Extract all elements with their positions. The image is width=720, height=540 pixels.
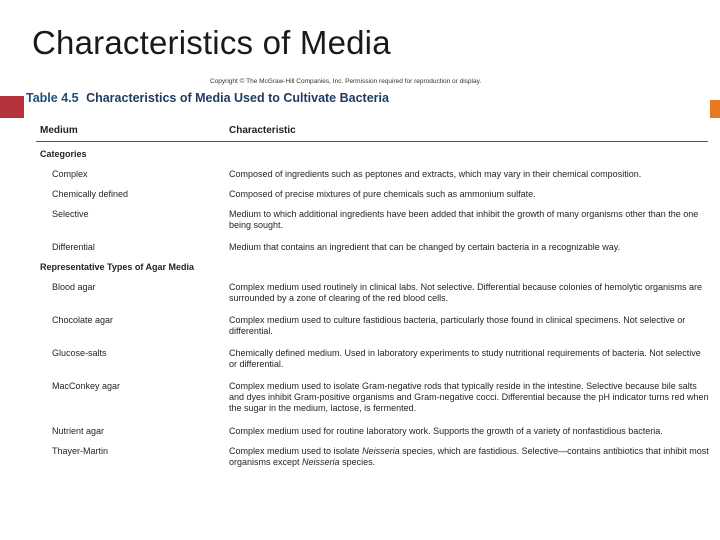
slide-title: Characteristics of Media bbox=[32, 24, 391, 61]
medium-cell: Complex bbox=[52, 169, 88, 179]
copyright-notice: Copyright © The McGraw-Hill Companies, Inc. Permission required for reproduction or display. bbox=[210, 78, 482, 85]
section-title-categories: Categories bbox=[40, 149, 87, 159]
characteristic-cell: Complex medium used to isolate Gram-negative rods that typically reside in the intestine. Selective because bile salts and dyes inhibit Gram-positive organisms and Gram-negative cocci. Differential because the pH indicator turns red when the sugar in the medium, lactose, is fermented. bbox=[229, 381, 709, 413]
characteristic-text: Complex medium used to isolate bbox=[229, 446, 363, 456]
table-label: Table 4.5 bbox=[26, 91, 79, 105]
table-row bbox=[36, 189, 708, 209]
characteristic-cell: Composed of ingredients such as peptones and extracts, which may vary in their chemical composition. bbox=[229, 169, 642, 179]
section-title-agar-media: Representative Types of Agar Media bbox=[40, 262, 195, 272]
characteristic-cell: Complex medium used routinely in clinical labs. Not selective. Differential because colonies of hemolytic organisms are surrounded by a zone of clearing of the red blood cells. bbox=[229, 282, 703, 303]
medium-cell: Blood agar bbox=[52, 282, 96, 292]
table-row bbox=[36, 348, 708, 381]
characteristic-cell: Medium to which additional ingredients have been added that inhibit the growth of many organisms other than the one being sought. bbox=[229, 209, 699, 230]
media-table bbox=[36, 121, 708, 472]
characteristic-cell: Complex medium used for routine laboratory work. Supports the growth of a variety of nonfastidious bacteria. bbox=[229, 426, 663, 436]
medium-cell: Nutrient agar bbox=[52, 426, 105, 436]
characteristic-cell: Complex medium used to culture fastidious bacteria, particularly those found in clinical specimens. Not selective or differential. bbox=[229, 315, 686, 336]
table-caption bbox=[26, 91, 389, 105]
table-header bbox=[36, 121, 708, 142]
characteristic-text: species. bbox=[339, 457, 376, 467]
characteristic-cell bbox=[229, 446, 709, 468]
medium-cell: Chemically defined bbox=[52, 189, 129, 199]
table-row bbox=[36, 315, 708, 348]
medium-cell: Selective bbox=[52, 209, 89, 219]
table-row bbox=[36, 446, 708, 472]
characteristic-cell: Medium that contains an ingredient that can be changed by certain bacteria in a recognizable way. bbox=[229, 242, 621, 252]
medium-cell: Chocolate agar bbox=[52, 315, 114, 325]
header-characteristic: Characteristic bbox=[229, 125, 296, 136]
table-row bbox=[36, 381, 708, 426]
section-heading bbox=[36, 149, 708, 169]
table-caption-text: Characteristics of Media Used to Cultivate Bacteria bbox=[86, 91, 389, 105]
medium-cell: Differential bbox=[52, 242, 95, 252]
medium-cell: Glucose-salts bbox=[52, 348, 107, 358]
characteristic-cell: Composed of precise mixtures of pure chemicals such as ammonium sulfate. bbox=[229, 189, 536, 199]
header-medium: Medium bbox=[40, 125, 78, 136]
table-row bbox=[36, 209, 708, 242]
table-row bbox=[36, 282, 708, 315]
table-row bbox=[36, 242, 708, 262]
medium-cell: MacConkey agar bbox=[52, 381, 121, 391]
table-row bbox=[36, 426, 708, 446]
genus-name-italic: Neisseria bbox=[362, 446, 400, 456]
medium-cell: Thayer-Martin bbox=[52, 446, 109, 456]
characteristic-cell: Chemically defined medium. Used in laboratory experiments to study nutritional requirements of bacteria. Not selective or differential. bbox=[229, 348, 701, 369]
section-heading bbox=[36, 262, 708, 282]
genus-name-italic: Neisseria bbox=[302, 457, 340, 467]
orange-accent-bar bbox=[710, 100, 720, 118]
table-row bbox=[36, 169, 708, 189]
characteristic-text: species, which are fastidious. Selective—contains antibiotics that inhibit most organisms except bbox=[229, 446, 709, 467]
red-accent-bar bbox=[0, 96, 24, 118]
